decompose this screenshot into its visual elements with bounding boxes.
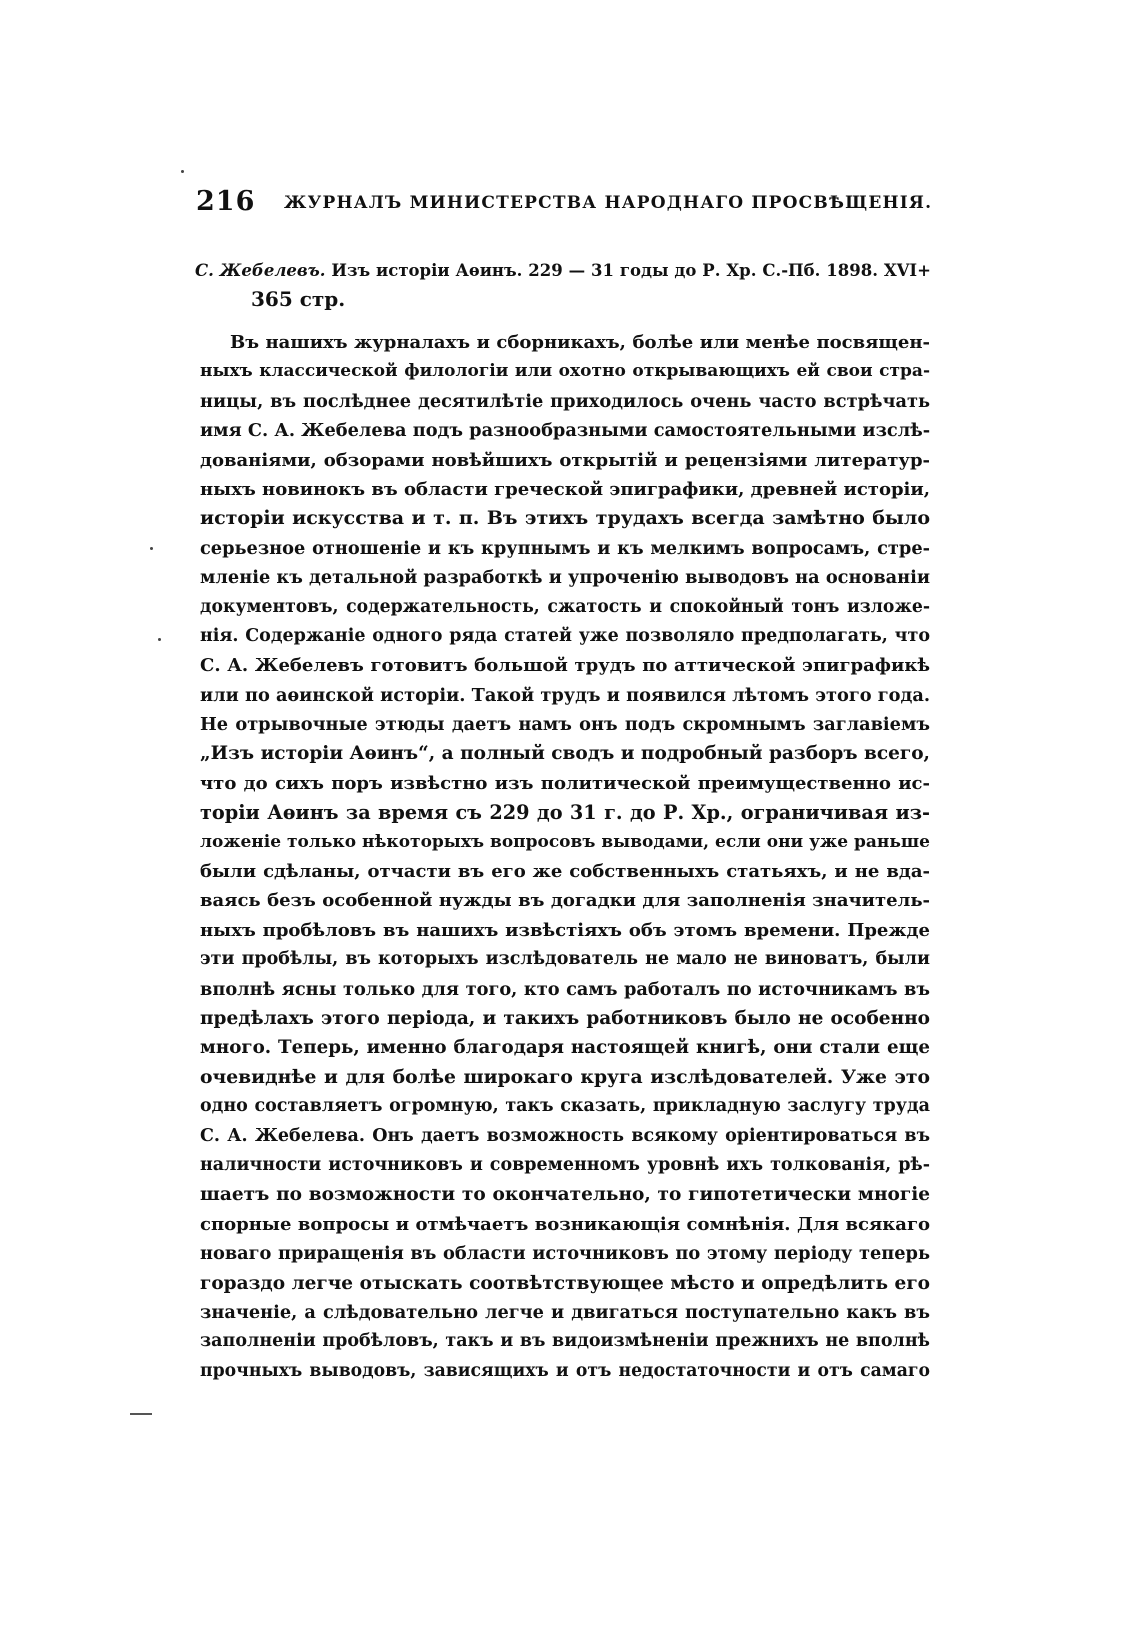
margin-speck — [158, 638, 161, 641]
text-line: много. Теперь, именно благодаря настоящей книгѣ, они стали еще — [200, 1037, 930, 1059]
text-line: торіи Аѳинъ за время съ 229 до 31 г. до Р. Хр., ограничивая из- — [200, 801, 930, 825]
text-line: Въ нашихъ журналахъ и сборникахъ, болѣе или менѣе посвящен- — [230, 332, 930, 353]
citation-title: Изъ исторіи Аѳинъ. 229 — 31 годы до Р. Хр. С.-Пб. 1898. XVI+ — [331, 261, 931, 280]
review-body — [200, 328, 930, 1386]
text-line: дованіями, обзорами новѣйшихъ открытій и рецензіями литератур- — [200, 449, 930, 471]
text-line: исторіи искусства и т. п. Въ этихъ трудахъ всегда замѣтно было — [200, 507, 930, 530]
text-line: нія. Содержаніе одного ряда статей уже позволяло предполагать, что — [200, 625, 930, 646]
text-line: ныхъ новинокъ въ области греческой эпиграфики, древней исторіи, — [200, 478, 930, 500]
citation-pages: 365 стр. — [251, 287, 346, 311]
citation-line — [195, 256, 931, 285]
text-line: мленіе къ детальной разработкѣ и упроченію выводовъ на основаніи — [200, 567, 931, 589]
text-line: ныхъ пробѣловъ въ нашихъ извѣстіяхъ объ этомъ времени. Прежде — [200, 919, 930, 941]
text-line: ницы, въ послѣднее десятилѣтіе приходилось очень часто встрѣчать — [200, 390, 930, 412]
text-line: ныхъ классической филологіи или охотно открывающихъ ей свои стра- — [200, 361, 930, 382]
text-line: шаетъ по возможности то окончательно, то гипотетически многіе — [200, 1184, 930, 1206]
text-line: предѣлахъ этого періода, и такихъ работниковъ было не особенно — [200, 1007, 930, 1029]
text-line: были сдѣланы, отчасти въ его же собственныхъ статьяхъ, и не вда- — [200, 861, 930, 883]
text-line: С. А. Жебелевъ готовитъ большой трудъ по аттической эпиграфикѣ — [200, 655, 930, 677]
text-line: имя С. А. Жебелева подъ разнообразными самостоятельными изслѣ- — [200, 420, 931, 442]
text-line: „Изъ исторіи Аѳинъ“, а полный сводъ и подробный разборъ всего, — [200, 743, 930, 765]
text-line: прочныхъ выводовъ, зависящихъ и отъ недостаточности и отъ самаго — [200, 1360, 930, 1381]
text-line: С. А. Жебелева. Онъ даетъ возможность всякому оріентироваться въ — [200, 1125, 930, 1146]
page-header — [196, 186, 933, 220]
text-line: заполненіи пробѣловъ, такъ и въ видоизмѣненіи прежнихъ не вполнѣ — [200, 1331, 930, 1352]
text-line: значеніе, а слѣдовательно легче и двигаться поступательно какъ въ — [200, 1301, 930, 1323]
text-line: спорные вопросы и отмѣчаетъ возникающія сомнѣнія. Для всякаго — [200, 1213, 930, 1235]
running-head: ЖУРНАЛЪ МИНИСТЕРСТВА НАРОДНАГО ПРОСВѢЩЕНІЯ. — [284, 193, 933, 213]
text-line: наличности источниковъ и современномъ уровнѣ ихъ толкованія, рѣ- — [200, 1154, 930, 1175]
text-line: одно составляетъ огромную, такъ сказать, прикладную заслугу труда — [200, 1096, 930, 1117]
text-line: ложеніе только нѣкоторыхъ вопросовъ выводами, если они уже раньше — [200, 831, 930, 852]
text-line: очевиднѣе и для болѣе широкаго круга изслѣдователей. Уже это — [200, 1065, 930, 1088]
text-line: эти пробѣлы, въ которыхъ изслѣдователь не мало не виноватъ, были — [200, 949, 930, 970]
margin-rule — [130, 1413, 152, 1415]
text-line: новаго приращенія въ области источниковъ по этому періоду теперь — [200, 1243, 930, 1265]
page-number: 216 — [196, 186, 256, 217]
text-line: вполнѣ ясны только для того, кто самъ работалъ по источникамъ въ — [200, 978, 930, 1000]
text-line: что до сихъ поръ извѣстно изъ политической преимущественно ис- — [200, 772, 930, 794]
citation-author: С. Жебелевъ. — [195, 261, 326, 280]
text-line: гораздо легче отыскать соотвѣтствующее мѣсто и опредѣлить его — [200, 1272, 930, 1294]
text-line: Не отрывочные этюды даетъ намъ онъ подъ скромнымъ заглавіемъ — [200, 714, 930, 736]
bibliographic-citation — [195, 256, 931, 314]
text-line: ваясь безъ особенной нужды въ догадки для заполненія значитель- — [200, 890, 930, 912]
margin-speck — [181, 170, 184, 173]
text-line: документовъ, содержательность, сжатость и спокойный тонъ изложе- — [200, 596, 930, 617]
text-line: серьезное отношеніе и къ крупнымъ и къ мелкимъ вопросамъ, стре- — [200, 537, 930, 559]
margin-speck — [150, 547, 153, 550]
text-line: или по аѳинской исторіи. Такой трудъ и появился лѣтомъ этого года. — [200, 684, 930, 706]
